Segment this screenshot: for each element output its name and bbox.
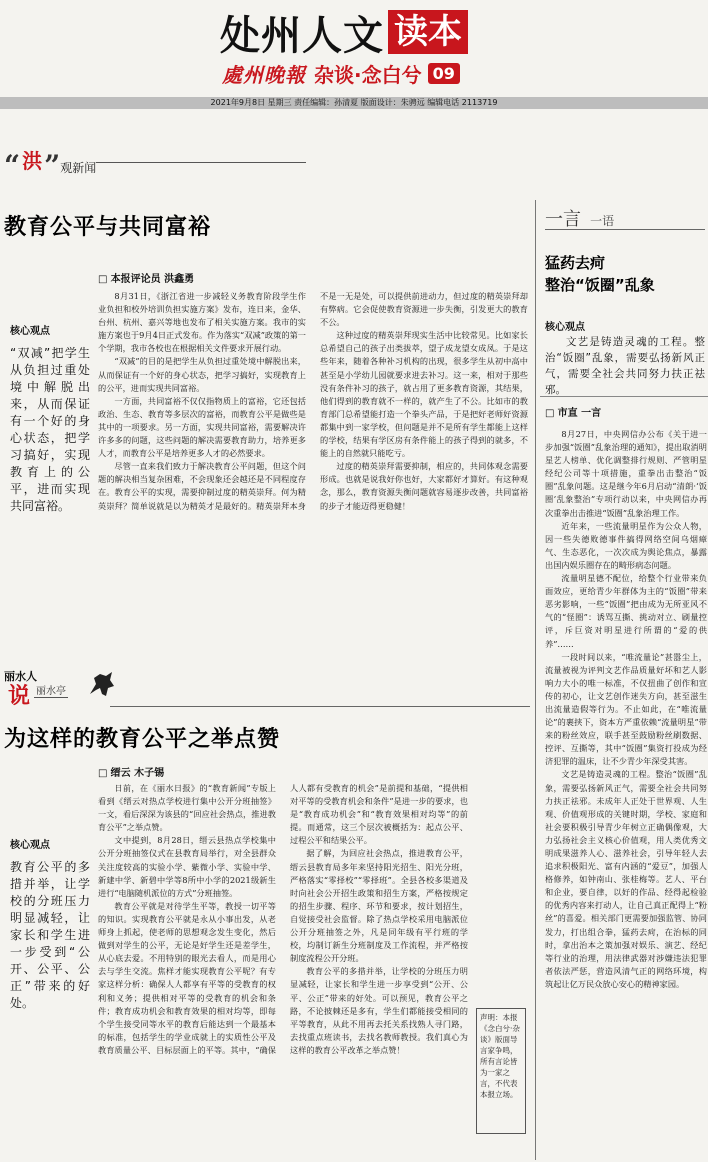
sidebar-headline-line2: 整治“饭圈”乱象 xyxy=(545,276,655,294)
column-label-text: 观新闻 xyxy=(60,161,97,175)
lishui-label-say: 说 xyxy=(8,683,31,709)
column-label-char: 洪 xyxy=(22,149,43,173)
sidebar-article-body xyxy=(545,428,707,1158)
article2-paragraph: 文中提到，8月28日，缙云县热点学校集中公开分班抽签仪式在县教育局举行，对全县群众关注度较高的实验小学、紫微小学、实验中学、新建中学、新碧中学等8所中小学的2021级新生进行“电脑随机派位的方式”分班抽签。 xyxy=(98,835,276,898)
column-label-lishui xyxy=(4,668,124,712)
quote-open: “ xyxy=(4,149,21,182)
masthead-sub xyxy=(222,58,502,88)
masthead-main xyxy=(220,10,480,59)
article2-byline: □ 缙云 木子锡 xyxy=(98,764,164,779)
column-label-hong xyxy=(4,140,304,180)
section-rule xyxy=(110,706,530,707)
sidebar-paragraph: 一段时间以来，“唯流量论”甚嚣尘上，流量被视为评判文艺作品质量好坏和艺人影响力大小的唯一标准，不仅扭曲了创作和宣传的初心，让文艺创作迷失方向，甚至滋生出流量造假等行为。不止如此，在“唯流量论”的裹挟下，资本方严重依赖“流量明星”带来的粉丝效应，联手甚至鼓励粉丝刷数据、控评、互撕等，其中“饭圈”集资打投成为经济犯罪的温床，让不少青少年深受其害。 xyxy=(545,651,707,767)
sidebar-divider xyxy=(535,200,536,1160)
article2-paragraph: 据了解，为回应社会热点，推进教育公平，缙云县教育局多年来坚持阳光招生、阳光分班，严格落实“零择校”“零择班”。全县各校多渠道及时向社会公开招生政策和招生方案，严格按规定的招生步骤、程序、环节和要求，按计划招生，自觉接受社会监督。除了热点学校采用电脑派位公开分班抽签之外，凡是同年级有平行班的学校，均制订新生分班制度及工作流程，并严格按制度流程公开分班。 xyxy=(290,848,468,964)
edition-info-bar: 2021年9月8日 星期三 责任编辑：孙清夏 版面设计：朱骋远 编辑电话 2113719 xyxy=(0,97,708,109)
core-view-body: “双减”把学生从负担过重处境中解脱出来，从而保证有一个好的身心状态，把学习搞好，实现教育上的公平，进而实现共同富裕。 xyxy=(10,346,90,513)
horse-icon xyxy=(86,668,118,700)
article2-body xyxy=(98,782,468,1158)
disclaimer-box: 声明：本报《念白兮·杂谈》版面导言家争鸣，所有言论皆为一家之言，不代表本报立场。 xyxy=(476,1008,526,1134)
article1-paragraph: 这种过度的精英崇拜现实生活中比较常见。比如家长总希望自己的孩子出类拔萃，望子成龙望女成凤。于是这些年来，随着各种补习机构的出现，很多学生从初中高中甚至是小学幼儿园就要求进去补习。这一来，相对于那些没有条件补习的孩子，就占用了更多教育资源，其结果，他们得到的教育就不一样的，就产生了不公。比如市的教育部门总希望能打造一个拳头产品，于是把好老师好资源都集中到一家学校，但问题是并不是所有学生都能上这样的学校，结果有学区房有条件能上的孩子得到的就多，不能上的自然就只能吃亏。 xyxy=(320,330,528,459)
yiyan-label-sub: 一语 xyxy=(590,214,615,228)
sidebar-paragraph: 8月27日，中央网信办公布《关于进一步加强“饭圈”乱象治理的通知》，提出取消明星艺人榜单、优化调整排行规则、严管明星经纪公司等十项措施，重拳出击整治“饭圈”乱象问题。这是继今年6月启动“清朗·‘饭圈’乱象整治”专项行动以来，中央网信办再次重拳出击推进“饭圈”乱象治理工作。 xyxy=(545,429,707,518)
article2-core-view xyxy=(10,836,90,1012)
article1-paragraph: “双减”的目的是把学生从负担过重处境中解脱出来，从而保证有一个好的身心状态，把学习搞好，实现教育上的公平，进而实现共同富裕。 xyxy=(98,356,306,393)
sidebar-separator xyxy=(540,396,708,397)
article1-paragraph: 过度的精英崇拜需要抑制，相应的，共同体观念需要形成。也就是说我好你也好，大家都好才算好。有这种观念，那么，教育资源失衡问题就容易逐步改善，共同富裕的步子才能迈得更稳健！ xyxy=(320,461,528,511)
sidebar-paragraph: 流量明星德不配位，给整个行业带来负面效应，更给青少年群体为主的“饭圈”带来恶劣影响，一些“饭圈”把由成为无所亚风不气的“怪圈”：诱骂互撕、挑动对立、刷量控评，斥巨资对明星进行所谓的“爱的供养”…… xyxy=(545,573,707,649)
core-view-title: 核心观点 xyxy=(10,326,50,337)
sidebar-paragraph: 近年来，一些流量明星作为公众人物，因一些失德败德事件搞得网络空间乌烟瘴气、生态恶化，一次次成为舆论焦点，暴露出国内娱乐圈存在的畸形病态问题。 xyxy=(545,520,707,570)
core-view-title: 核心观点 xyxy=(545,322,585,333)
article1-paragraph: 尽管一直来我们致力于解决教育公平问题，但这个问题的解决相当复杂困难，不会现象还会越还是不同程度存在。教育公平的实现，需要抑制过度的精英崇拜。何为精英崇拜？简单说就是以为精英才是最好的。精英崇拜本身不是一无是处，可以提供前进动力，但过度的精英崇拜却有弊病。它会促使教育资源进一步失衡，引发更大的教育不公。 xyxy=(98,291,528,511)
quote-close: ” xyxy=(44,149,61,182)
sidebar-headline-line1: 猛药去疴 xyxy=(545,254,606,272)
column-label-yiyan xyxy=(545,205,705,239)
masthead-badge: 读本 xyxy=(388,10,468,54)
sidebar-headline xyxy=(545,252,705,296)
lishui-label-name: 丽水亭 xyxy=(34,682,68,698)
masthead-title: 处州人文 xyxy=(220,11,384,59)
article2-paragraph: 日前，在《丽水日报》的“教育新闻”专版上看到《缙云对热点学校进行集中公开分班抽签》一文，看后深深为该县的“回应社会热点，推进教育公平”之举点赞。 xyxy=(98,783,276,833)
article1-body xyxy=(98,290,528,650)
sidebar-paragraph: 文艺是铸造灵魂的工程。整治“饭圈”乱象，需要弘扬新风正气，需要全社会共同努力扶正祛邪。未成年人正处于世界观、人生观、价值观形成的关键时期，学校、家庭和社会要积极引导青少年树立正确偶像观，大力弘扬社会主义核心价值观，用人类优秀文明成果滋养人心、滋养社会，引导年轻人去追求积极阳光、富有内涵的“爱豆”，加强人格修养，如钟南山、张桂梅等。艺人、平台和企业，要自律，以好的作品、经得起检验的优秀内容来打动人，让自己真正配得上“粉丝”的喜爱。相关部门更需要加强监管、协同发力，打出组合拳，猛药去疴，在治标的同时，拿出治本之策加强对娱乐、演艺、经纪等行业的治理，用法律武器对涉嫌违法犯罪者依法严惩，营造风清气正的网络环境，构筑起让亿万民众放心安心的精神家园。 xyxy=(545,769,707,989)
article1-byline: □ 本报评论员 洪鑫勇 xyxy=(98,270,194,285)
article1-headline: 教育公平与共同富裕 xyxy=(4,215,212,240)
newspaper-name: 處州晚報 xyxy=(222,62,306,87)
lishui-label-top: 丽水人 xyxy=(4,670,37,683)
yiyan-label-main: 一言 xyxy=(545,209,581,230)
core-view-body: 文艺是铸造灵魂的工程。整治“饭圈”乱象，需要弘扬新风正气，需要全社会共同努力扶正祛邪。 xyxy=(545,336,705,396)
article1-paragraph: 8月31日，《浙江省进一步减轻义务教育阶段学生作业负担和校外培训负担实施方案》发布，连日来，金华、台州、杭州、嘉兴等地也发布了相关实施方案。我市的实施方案也于9月4日正式发布。作为落实“双减”政策的第一个学期，我市各校也在根据相关文件要求开展行动。 xyxy=(98,291,306,354)
yiyan-rule xyxy=(545,229,705,230)
core-view-title: 核心观点 xyxy=(10,840,50,851)
article1-paragraph: 一方面，共同富裕不仅仅指物质上的富裕，它还包括政治、生态、教育等多层次的富裕，而教育公平是做些是其中的一项要求。另一方面，实现共同富裕，需要解决许许多多的问题，这些问题的解决需要教育助力，培养更多人才，而教育公平是培养更多人才的必然要求。 xyxy=(98,395,306,459)
column-label-rule xyxy=(96,162,306,163)
article2-paragraph: 教育公平就是对待学生平等，教授一切平等的知识。实现教育公平就是永从小事出发，从老师身上抓起，使老师的思想观念发生变化，然后做到对学生的公平，无论是好学生还是差学生，从心底去爱。不用特别的眼光去看人，而是用心去与学生交流。焦样才能实现教育公平呢？有专家这样分析：确保人人都享有平等的受教育的权利和义务；提供相对平等的受教育的机会和条件；教育成功机会和教育效果的相对均等，即每个学生接受同等水平的教育后能达到一个最基本的标准，包括学生的学业成就上的实质性公平及教育质量公平、目标层面上的平等。其中，“确保人人都有受教育的机会”是前提和基础，“提供相对平等的受教育机会和条件”是进一步的要求，也是“教育成功机会”和“教育效果相对均等”的前提。而通常，这三个层次被概括为：起点公平、过程公平和结果公平。 xyxy=(98,783,468,1055)
masthead xyxy=(0,0,708,108)
core-view-body: 教育公平的多措并举，让学校的分班压力明显减轻，让家长和学生进一步受到“公开、公平、公正”带来的好处。 xyxy=(10,860,90,1010)
article2-paragraph: 教育公平的多措并举，让学校的分班压力明显减轻，让家长和学生进一步享受到“公开、公平、公正”带来的好处。可以预见，教育公平之路，不论披棘还是多有，学生们都能接受相同的平等教育，从此不用再去托关系找熟人寻门路，去找重点班读书，去找名教师教授。我们真心为这样的教育公平改革之举点赞！ xyxy=(290,966,468,1055)
page-number-badge: 09 xyxy=(428,63,460,84)
section-name: 杂谈·念白兮 xyxy=(314,62,422,87)
article2-headline: 为这样的教育公平之举点赞 xyxy=(4,727,281,752)
sidebar-byline: □ 市直 一言 xyxy=(545,404,601,419)
article1-core-view xyxy=(10,322,90,515)
